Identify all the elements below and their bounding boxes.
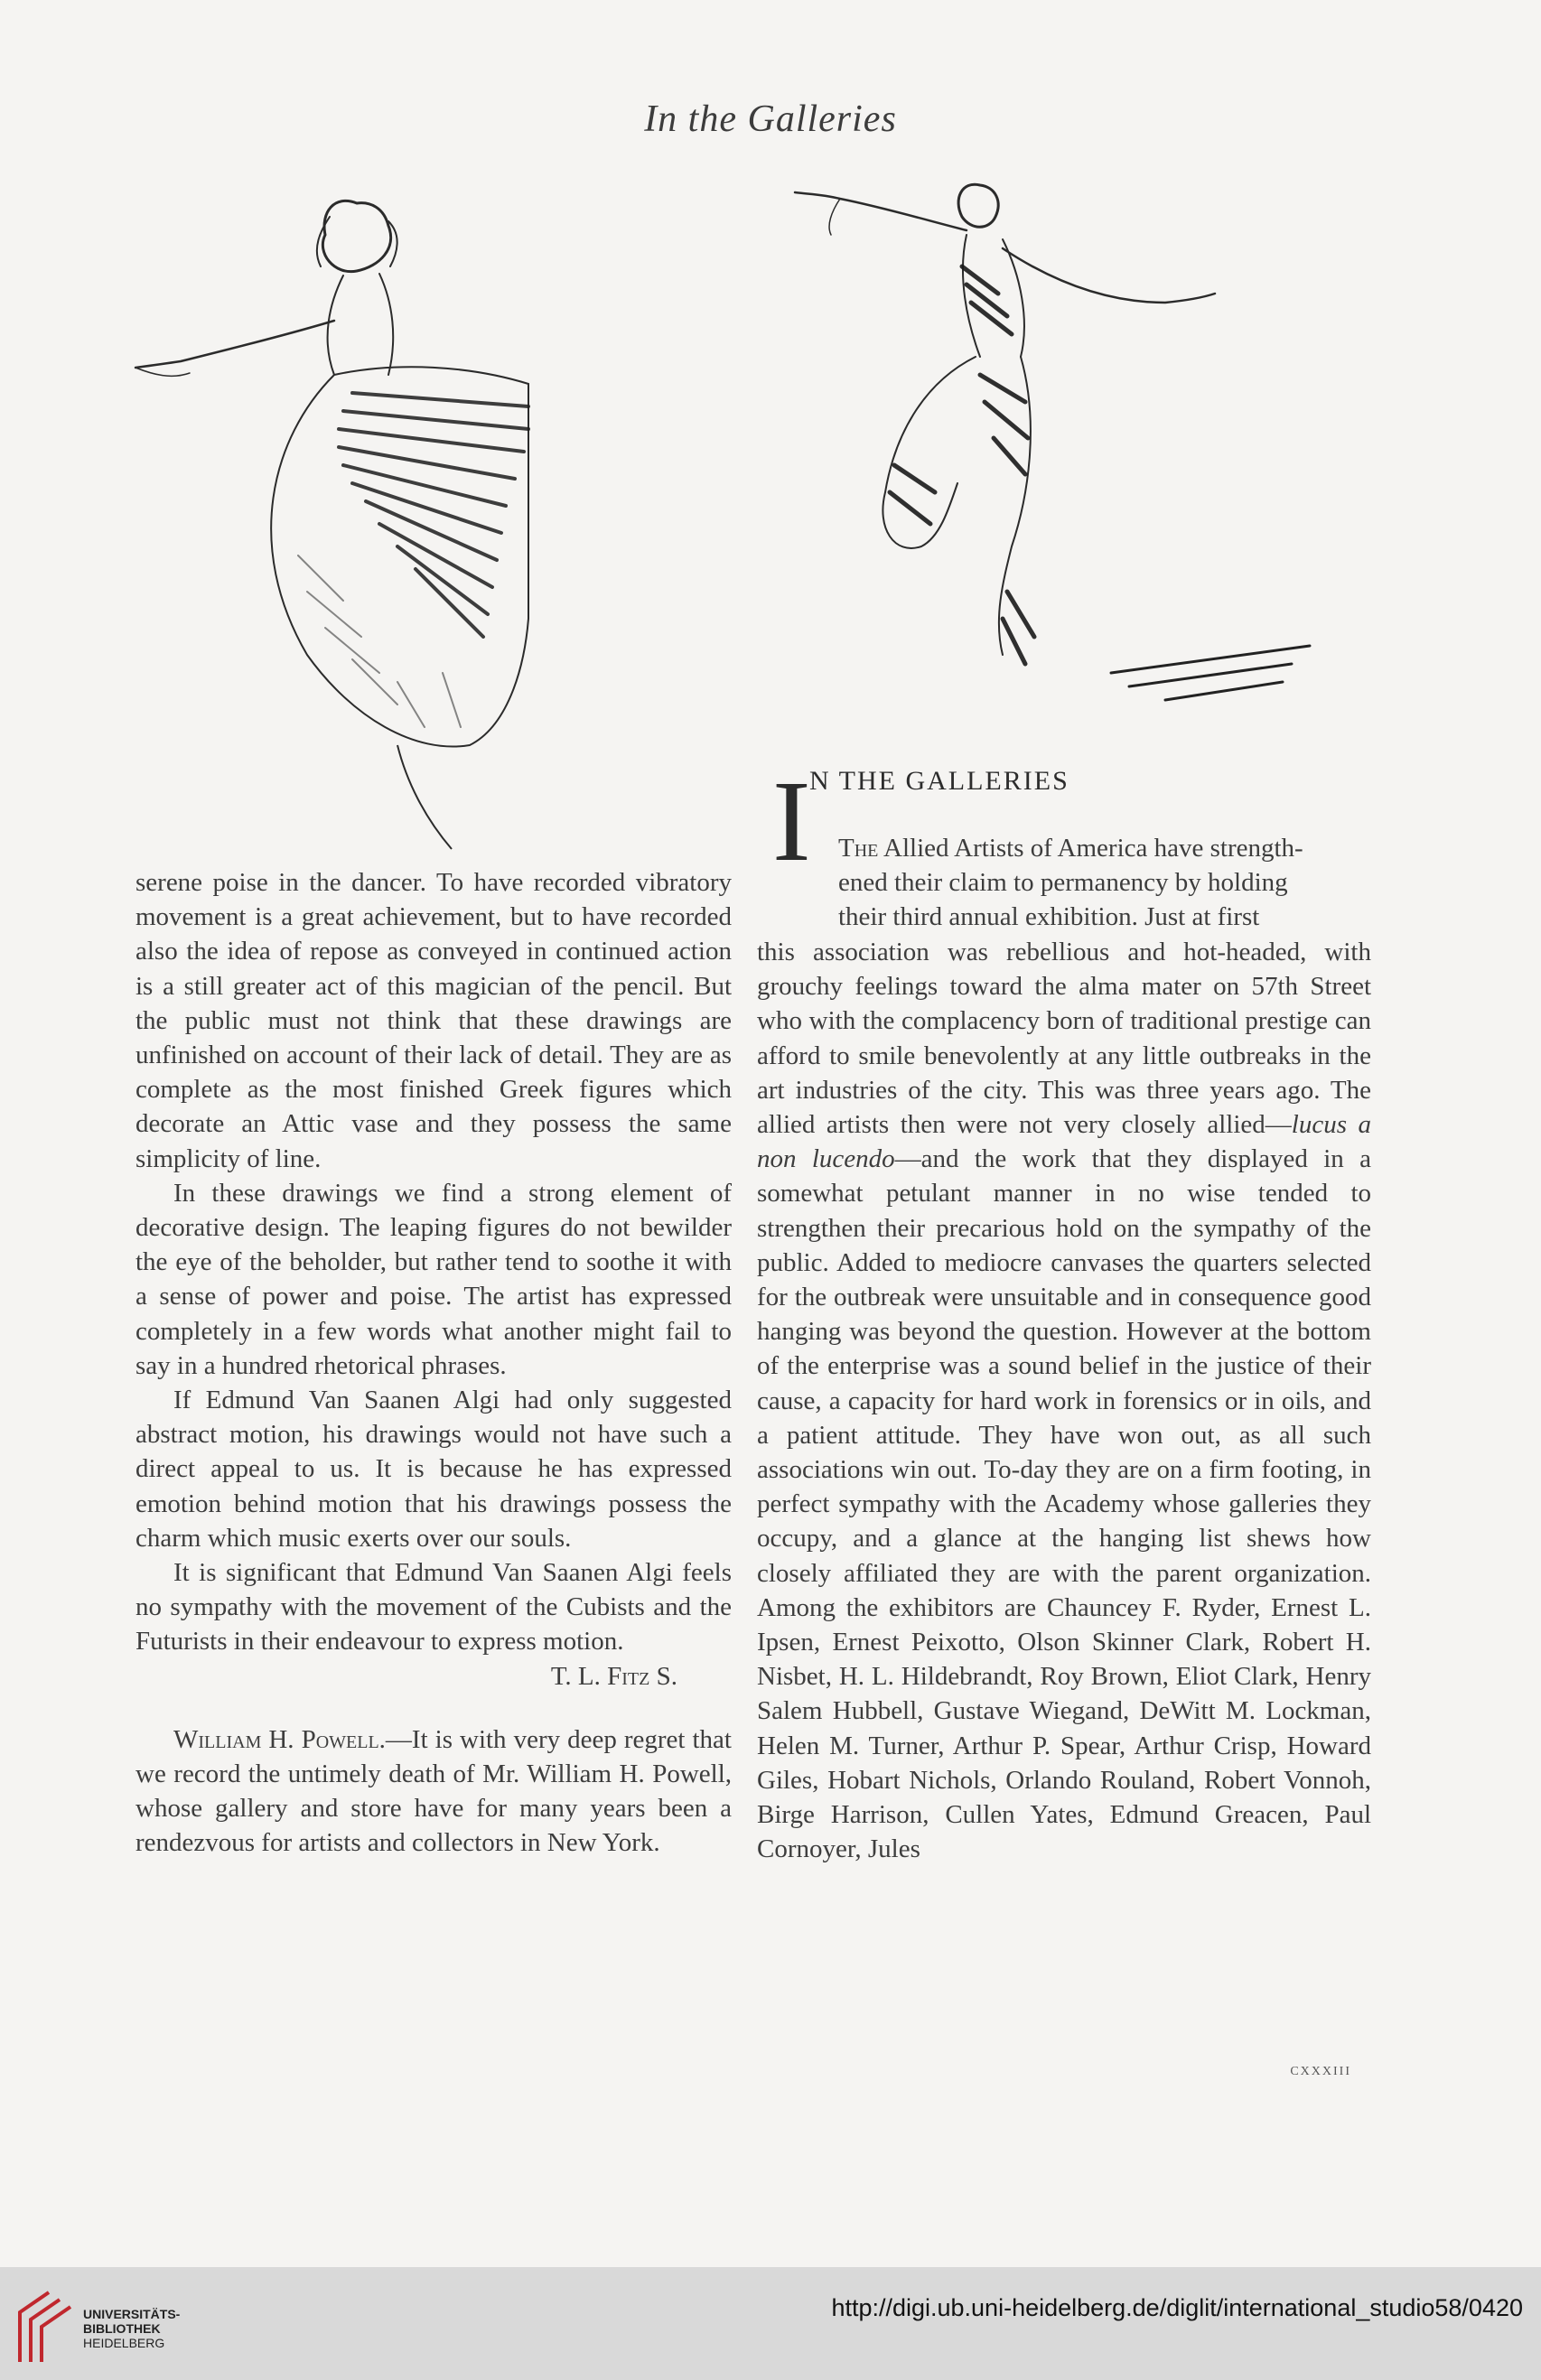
left-paragraph-3: If Edmund Van Saanen Algi had only suggested abstract motion, his drawings would not have such a direct appeal to us. It is because he has expressed emotion behind motion that his drawings possess the charm which music exerts over our souls. — [135, 1386, 732, 1553]
university-library-logo — [13, 2285, 76, 2366]
heidelberg-logo-icon — [13, 2285, 76, 2366]
library-footer — [0, 2267, 1541, 2380]
left-paragraph-1: serene poise in the dancer. To have recorded vibratory movement is a great achievement, but to have recorded also the idea of repose as conveyed in continued action is a still greater act of this magician of the pencil. But the public must not think that these drawings are unfinished on account of their lack of detail. They are as complete as the most finished Greek figures which decorate an Attic vase and they possess the same simplicity of line. — [135, 868, 732, 1173]
left-paragraph-5 — [135, 1722, 732, 1861]
lead-line-2: ened their claim to permanency by holding — [838, 868, 1288, 898]
lead-smallcaps: The — [838, 834, 879, 863]
latin-phrase: lucus a non lucendo — [757, 1110, 1372, 1174]
lead-line-1 — [838, 831, 1371, 865]
running-head: In the Galleries — [644, 98, 897, 140]
dancer-leaping-drawing — [786, 167, 1364, 745]
right-text-column — [757, 935, 1371, 1866]
left-text-column — [135, 865, 732, 1861]
section-heading: N THE GALLERIES — [809, 766, 1069, 796]
dancer-illustration-left — [126, 167, 686, 854]
right-paragraph-1 — [757, 935, 1371, 1866]
logo-line-3: HEIDELBERG — [83, 2336, 165, 2350]
author-signature: T. L. Fitz S. — [550, 1661, 677, 1691]
right-body-post: —and the work that they displayed in a somewhat petulant manner in no wise tended to strengthen their precarious hold on the sympathy of the public. Added to mediocre canvases the quarters selected for the outbreak were unsuitable and in consequence good hanging was beyond the question. However at the bottom of the enterprise was a sound belief in the justice of their cause, a capacity for hard work in forensics or in oils, and a patient attitude. They have won out, as all such associations win out. To-day they are on a firm footing, in perfect sympathy with the Academy whose galleries they occupy, and a glance at the hanging list shews how closely affiliated they are with the parent organization. Among the exhibitors are Chauncey F. Ryder, Ernest L. Ipsen, Ernest Peixotto, Olson Skinner Clark, Robert H. Nisbet, H. L. Hildebrandt, Roy Brown, Eliot Clark, Henry Salem Hubbell, Gustave Wiegand, DeWitt M. Lockman, Helen M. Turner, Arthur P. Spear, Arthur Crisp, Howard Giles, Hobart Nichols, Orlando Rouland, Robert Vonnoh, Birge Harrison, Cullen Yates, Edmund Greacen, Paul Cornoyer, Jules — [757, 1144, 1371, 1864]
right-body-pre: this association was rebellious and hot-headed, with grouchy feelings toward the alma mater on 57th Street who with the complacency born of traditional prestige can afford to smile benevolently at any little outbreaks in the art industries of the city. This was three years ago. The allied artists then were not very closely allied— — [757, 938, 1371, 1140]
signature-line — [135, 1659, 732, 1694]
obituary-lead: William H. Powell. — [173, 1724, 386, 1754]
digital-copy-url-link[interactable]: http://digi.ub.uni-heidelberg.de/diglit/international_studio58/0420 — [831, 2294, 1523, 2321]
logo-line-2: BIBLIOTHEK — [83, 2321, 161, 2336]
left-paragraph-2: In these drawings we find a strong element of decorative design. The leaping figures do not bewilder the eye of the beholder, but rather tend to soothe it with a sense of power and poise. The artist has expressed completely in a few words what another might fail to say in a hundred rhetorical phrases. — [135, 1178, 732, 1380]
drop-cap: I — [772, 757, 811, 885]
logo-line-1: UNIVERSITÄTS- — [83, 2307, 181, 2321]
obituary-text: —It is with very deep regret that we record the untimely death of Mr. William H. Powell, whose gallery and store have for many years been a rendezvous for artists and collectors in New York. — [135, 1724, 732, 1858]
dancer-flowing-skirt-drawing — [126, 167, 686, 854]
page-folio: cxxxiii — [1290, 2059, 1351, 2079]
logo-text — [83, 2307, 180, 2350]
lead-lines — [838, 831, 1371, 935]
lead-line-3: their third annual exhibition. Just at first — [838, 902, 1260, 932]
left-paragraph-4-text: It is significant that Edmund Van Saanen Algi feels no sympathy with the movement of the Cubists and the Futurists in their endeavour to express motion. — [135, 1558, 732, 1657]
left-paragraph-4 — [135, 1555, 732, 1659]
dancer-illustration-right — [786, 167, 1364, 745]
lead-line-1-text: Allied Artists of America have strength- — [878, 834, 1303, 863]
